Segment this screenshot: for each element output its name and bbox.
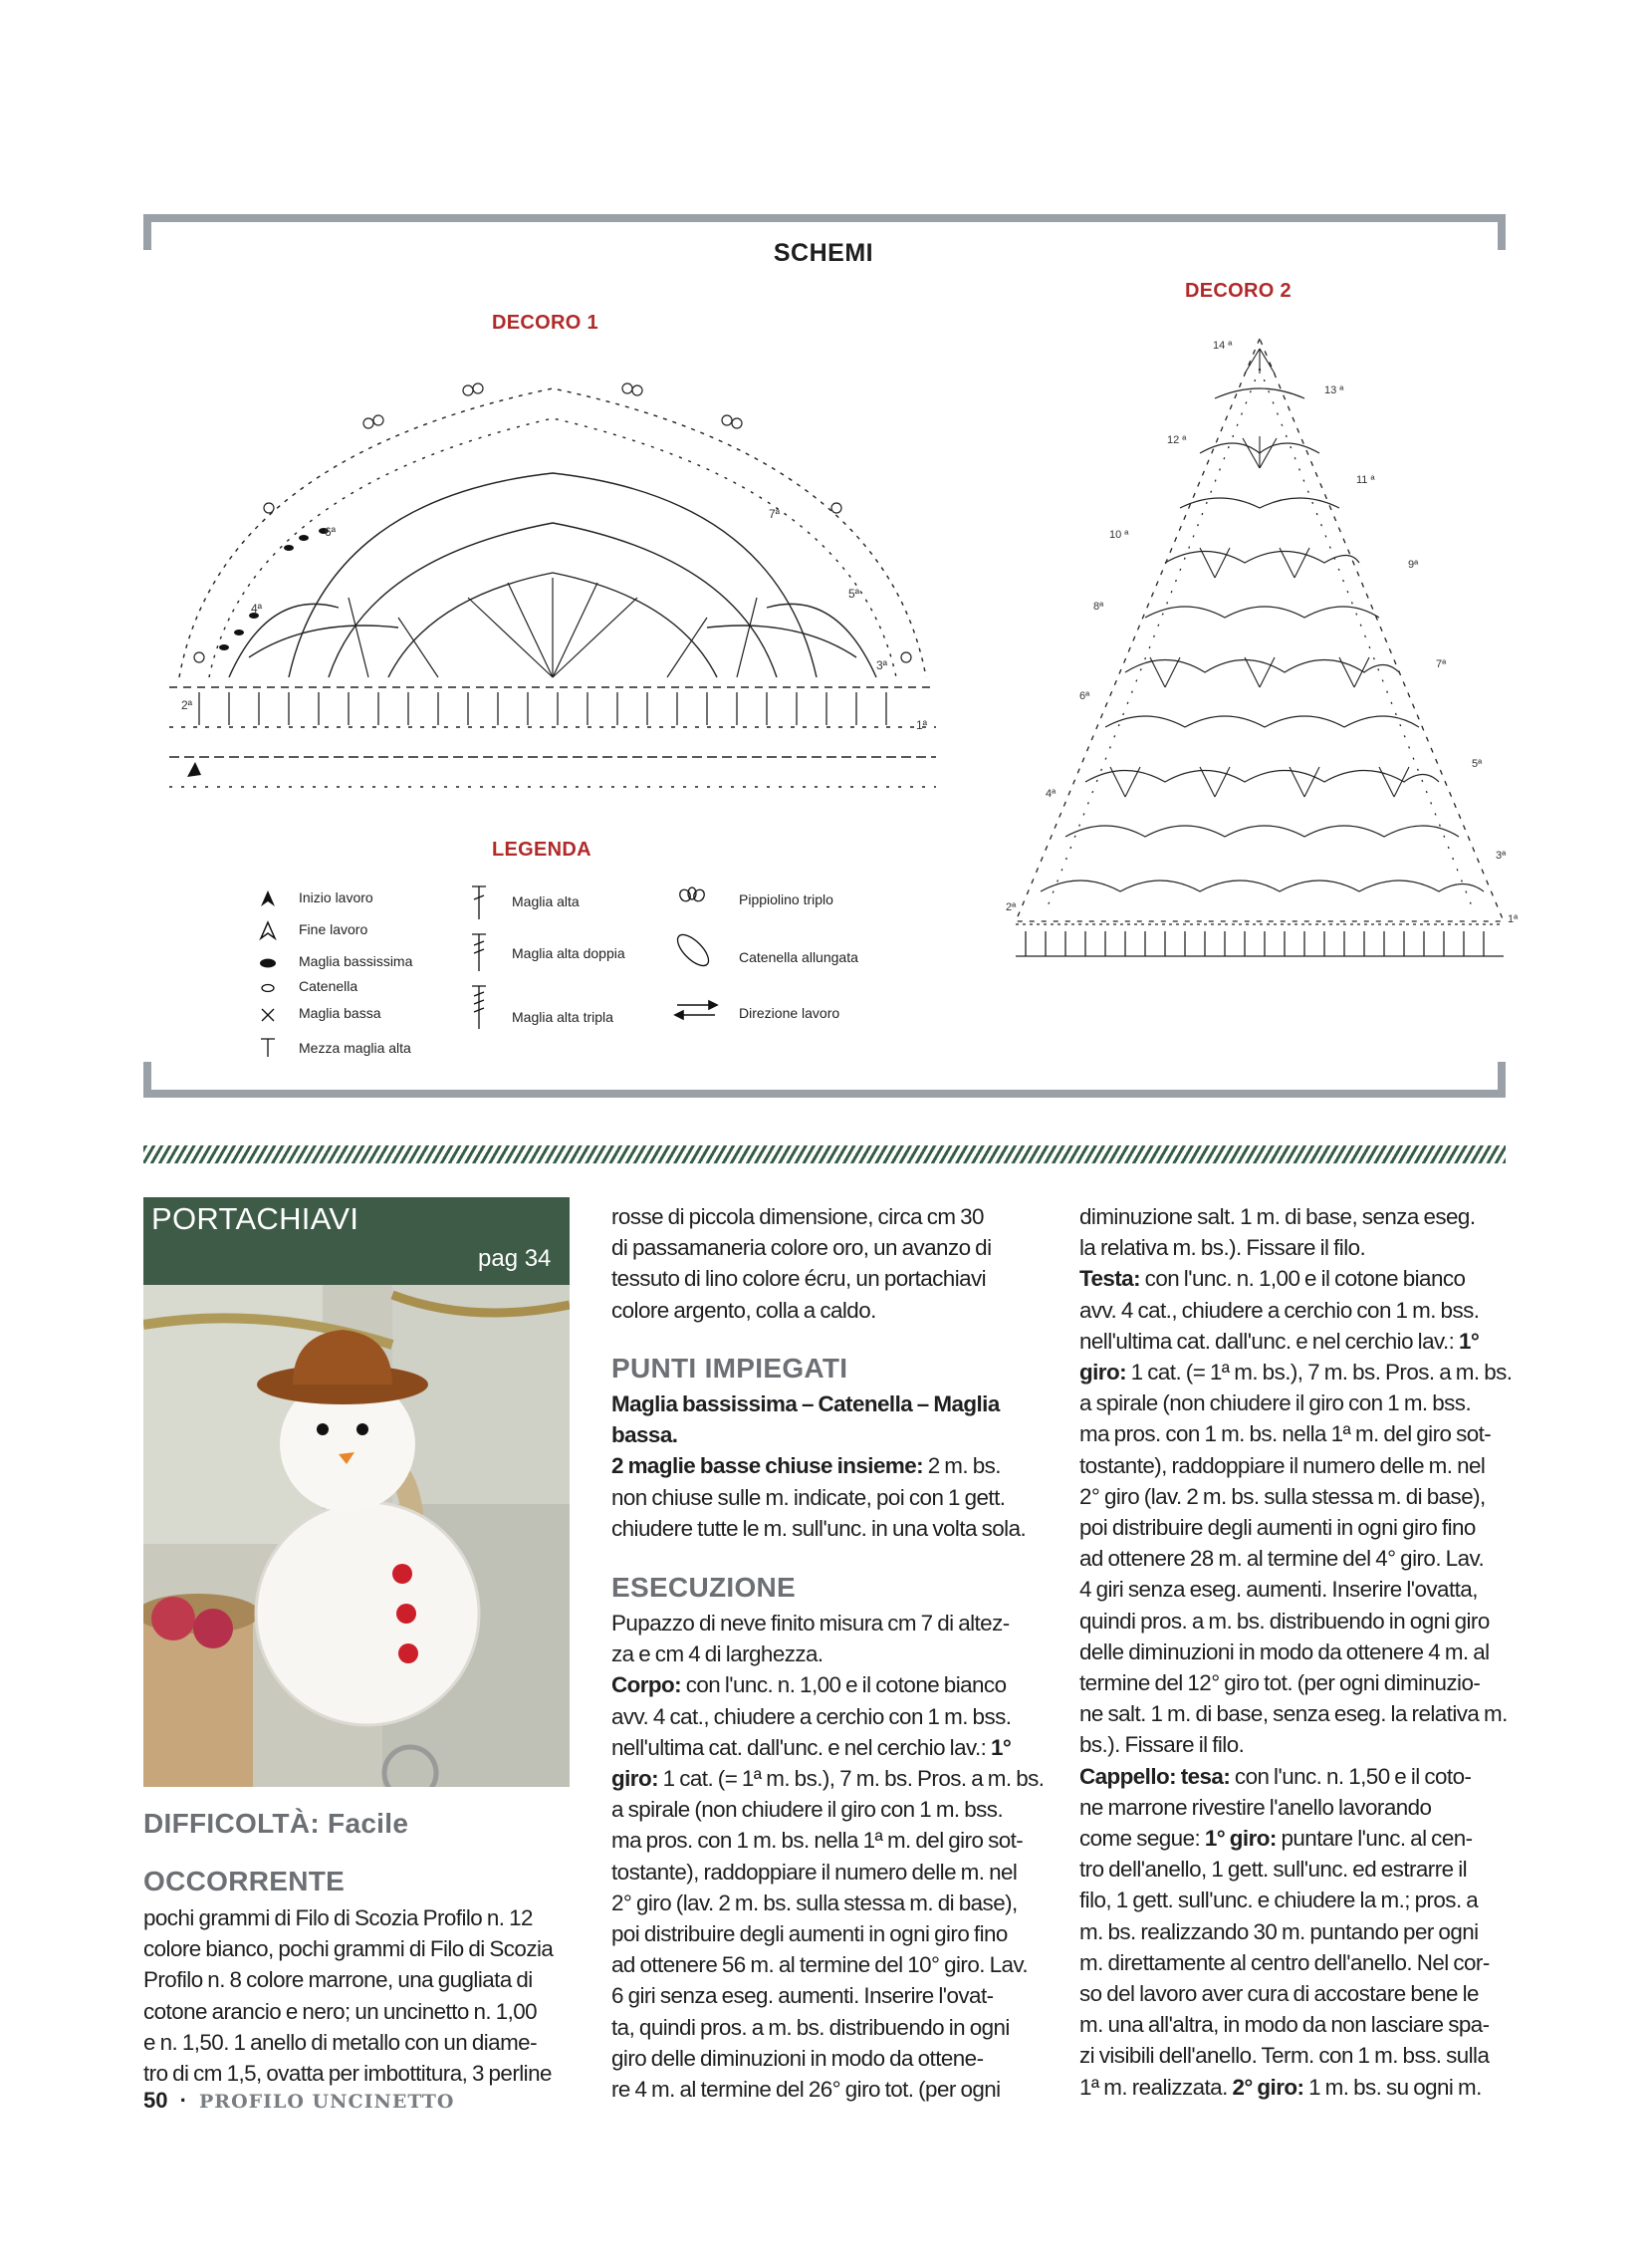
text-run: 1 m. bs. su ogni m. [1303, 2074, 1482, 2100]
bold-text: 2° giro: [1232, 2074, 1304, 2100]
punti-heading: PUNTI IMPIEGATI [611, 1353, 848, 1384]
decoro1-row-label: 7ª [769, 507, 781, 521]
text-line: e n. 1,50. 1 anello di metallo con un diame- [143, 2029, 537, 2055]
decoro2-row-label: 7ª [1436, 658, 1447, 670]
text-line: ad ottenere 56 m. al termine del 10° giro. Lav. [611, 1952, 1029, 1978]
bold-text: Corpo: [611, 1672, 682, 1698]
legend-double-treble: Maglia alta tripla [512, 1009, 613, 1025]
legend-double-crochet: Maglia alta [512, 893, 580, 909]
chain-icon [257, 976, 279, 998]
text-line: filo, 1 gett. sull'unc. e chiudere la m.; pros. a [1079, 1888, 1479, 1913]
legenda-label: LEGENDA [492, 839, 591, 861]
text-line: Profilo n. 8 colore marrone, una gugliata di [143, 1967, 533, 1993]
text-line: termine del 12° giro tot. (per ogni diminuzio- [1079, 1670, 1481, 1696]
text-line: avv. 4 cat., chiudere a cerchio con 1 m. bss. [1079, 1297, 1480, 1323]
decoro1-diagram [139, 359, 966, 827]
decoro2-row-label: 9ª [1408, 559, 1419, 571]
text-line: di passamaneria colore oro, un avanzo di [611, 1235, 992, 1261]
footer-separator: · [179, 2088, 187, 2113]
text-line: 6 giri senza eseg. aumenti. Inserire l'ovat- [611, 1983, 994, 2009]
double-crochet-icon [468, 883, 490, 919]
text-line: m. direttamente al centro dell'anello. Nel cor- [1079, 1949, 1490, 1975]
text-line: re 4 m. al termine del 26° giro tot. (per ogni [611, 2077, 1001, 2103]
end-arrow-icon [257, 919, 279, 941]
legend-half-double: Mezza maglia alta [299, 1040, 411, 1056]
text-run: con l'unc. n. 1,00 e il cotone bianco [1140, 1266, 1466, 1292]
schemi-frame-corner [143, 1062, 151, 1098]
legend-start: Inizio lavoro [299, 889, 373, 905]
text-line: m. bs. realizzando 30 m. puntando per ogni [1079, 1918, 1479, 1944]
half-double-crochet-icon [257, 1035, 279, 1057]
bold-text: 1° [991, 1734, 1012, 1760]
text-line: giro delle diminuzioni in modo da ottene- [611, 2045, 984, 2071]
column-3-text [1079, 1201, 1518, 2103]
decoro2-row-label: 1ª [1508, 913, 1519, 925]
long-chain-icon [673, 926, 713, 974]
legend-end: Fine lavoro [299, 921, 368, 937]
esecuzione-text [611, 1608, 1050, 2105]
decoro2-row-label: 13 ª [1324, 384, 1344, 396]
legend-long-chain: Catenella allungata [739, 949, 858, 965]
text-line: za e cm 4 di larghezza. [611, 1641, 824, 1667]
text-line: colore bianco, pochi grammi di Filo di Scozia [143, 1936, 554, 1962]
text-line: poi distribuire degli aumenti in ogni giro fino [1079, 1515, 1476, 1541]
bold-text: 1° [1459, 1328, 1480, 1354]
schemi-frame-bottom [143, 1090, 1506, 1098]
slip-stitch-icon [257, 951, 279, 973]
text-line: tessuto di lino colore écru, un portachiavi [611, 1266, 987, 1292]
legend-slip-stitch: Maglia bassissima [299, 953, 413, 969]
text-line: colore argento, colla a caldo. [611, 1297, 876, 1323]
text-line: ne salt. 1 m. di base, senza eseg. la relativa m. [1079, 1701, 1508, 1727]
magazine-name: PROFILO UNCINETTO [199, 2091, 455, 2113]
schemi-frame-corner [1498, 1062, 1506, 1098]
text-run: 1 cat. (= 1ª m. bs.), 7 m. bs. Pros. a m. bs. [658, 1766, 1045, 1792]
legend-single-crochet: Maglia bassa [299, 1005, 381, 1021]
text-line: tro dell'anello, 1 gett. sull'unc. ed estrarre il [1079, 1857, 1468, 1883]
decoro2-row-label: 3ª [1496, 850, 1507, 862]
text-line: 2° giro (lav. 2 m. bs. sulla stessa m. di base), [1079, 1483, 1486, 1509]
text-line: pochi grammi di Filo di Scozia Profilo n. 12 [143, 1905, 533, 1930]
decoro2-row-label: 12 ª [1167, 434, 1187, 446]
decoro2-row-label: 10 ª [1109, 529, 1129, 541]
text-line: so del lavoro aver cura di accostare bene le [1079, 1981, 1479, 2007]
text-line: poi distribuire degli aumenti in ogni giro fino [611, 1921, 1008, 1947]
text-run: 2 m. bs. [923, 1453, 1001, 1479]
punti-text [611, 1388, 1050, 1544]
text-run: nell'ultima cat. dall'unc. e nel cerchio lav.: [1079, 1328, 1455, 1354]
text-line: m. una all'altra, in modo da non lasciare spa- [1079, 2012, 1490, 2038]
legend-chain: Catenella [299, 978, 358, 994]
decoro2-row-label: 2ª [1006, 901, 1017, 913]
single-crochet-icon [257, 1003, 279, 1025]
text-run: puntare l'unc. al cen- [1276, 1826, 1473, 1852]
double-treble-icon [468, 983, 490, 1029]
decoro1-row-label: 5ª [848, 587, 860, 601]
text-line: ne marrone rivestire l'anello lavorando [1079, 1794, 1432, 1820]
text-line: ma pros. con 1 m. bs. nella 1ª m. del giro sot- [1079, 1421, 1492, 1447]
column-2-intro [611, 1201, 1050, 1326]
legend-direction: Direzione lavoro [739, 1005, 840, 1021]
article-title: PORTACHIAVI [151, 1201, 359, 1236]
work-direction-icon [673, 999, 719, 1021]
text-line: non chiuse sulle m. indicate, poi con 1 gett. [611, 1484, 1006, 1510]
hatch-divider [143, 1145, 1506, 1163]
text-line: bs.). Fissare il filo. [1079, 1732, 1245, 1758]
start-arrow-icon [257, 887, 279, 909]
text-line: ma pros. con 1 m. bs. nella 1ª m. del giro sot- [611, 1828, 1024, 1854]
text-run: 1 cat. (= 1ª m. bs.), 7 m. bs. Pros. a m. bs. [1126, 1360, 1513, 1386]
text-line: a spirale (non chiudere il giro con 1 m. bss. [1079, 1390, 1472, 1416]
decoro2-label: DECORO 2 [1185, 280, 1292, 302]
bold-text: giro: [611, 1766, 658, 1792]
treble-crochet-icon [468, 931, 490, 971]
bold-text: 1° giro: [1204, 1826, 1277, 1852]
decoro1-row-label: 3ª [876, 658, 888, 672]
decoro2-row-label: 11 ª [1356, 474, 1375, 486]
text-line: avv. 4 cat., chiudere a cerchio con 1 m. bss. [611, 1703, 1012, 1729]
text-run: 1ª m. realizzata. [1079, 2074, 1233, 2100]
esecuzione-heading: ESECUZIONE [611, 1572, 797, 1603]
text-line: rosse di piccola dimensione, circa cm 30 [611, 1204, 984, 1229]
text-line: diminuzione salt. 1 m. di base, senza eseg. [1079, 1204, 1476, 1229]
text-run: con l'unc. n. 1,50 e il coto- [1230, 1763, 1472, 1789]
decoro1-row-label: 1ª [916, 718, 928, 732]
bold-text: Testa: [1079, 1266, 1140, 1292]
page-number-value: 50 [143, 2088, 168, 2113]
schemi-frame-top [143, 214, 1506, 222]
occorrente-heading: OCCORRENTE [143, 1866, 346, 1896]
text-line: tostante), raddoppiare il numero delle m. nel [611, 1859, 1018, 1885]
decoro2-row-label: 6ª [1079, 690, 1090, 702]
decoro2-row-label: 4ª [1046, 788, 1057, 800]
triple-picot-icon [677, 885, 707, 907]
bold-text: giro: [1079, 1360, 1126, 1386]
text-line: tro di cm 1,5, ovatta per imbottitura, 3 perline [143, 2061, 552, 2087]
text-line: ad ottenere 28 m. al termine del 4° giro. Lav. [1079, 1546, 1485, 1572]
text-line: delle diminuzioni in modo da ottenere 4 m. al [1079, 1638, 1490, 1664]
text-line: tostante), raddoppiare il numero delle m. nel [1079, 1452, 1486, 1478]
legend-treble: Maglia alta doppia [512, 945, 625, 961]
decoro1-row-label: 2ª [181, 698, 193, 712]
bold-text: bassa. [611, 1422, 678, 1448]
text-line: la relativa m. bs.). Fissare il filo. [1079, 1235, 1366, 1261]
text-run: con l'unc. n. 1,00 e il cotone bianco [681, 1672, 1007, 1698]
bold-text: Maglia bassissima – Catenella – Maglia [611, 1391, 1000, 1416]
text-line: 4 giri senza eseg. aumenti. Inserire l'ovatta, [1079, 1577, 1478, 1603]
bold-text: Cappello: tesa: [1079, 1763, 1231, 1789]
decoro2-row-label: 5ª [1472, 758, 1483, 770]
text-run: come segue: [1079, 1826, 1205, 1852]
page-number [143, 2088, 187, 2114]
decoro1-label: DECORO 1 [492, 312, 598, 334]
decoro2-row-label: 8ª [1093, 601, 1104, 613]
text-line: chiudere tutte le m. sull'unc. in una volta sola. [611, 1515, 1027, 1541]
text-run: nell'ultima cat. dall'unc. e nel cerchio lav.: [611, 1734, 987, 1760]
decoro1-row-label: 4ª [251, 602, 263, 616]
schemi-title: SCHEMI [773, 239, 874, 267]
text-line: ta, quindi pros. a m. bs. distribuendo in ogni [611, 2014, 1010, 2040]
text-line: quindi pros. a m. bs. distribuendo in ogni giro [1079, 1608, 1490, 1634]
text-line: 2° giro (lav. 2 m. bs. sulla stessa m. di base), [611, 1890, 1018, 1915]
legend-triple-picot: Pippiolino triplo [739, 891, 833, 907]
text-line: zi visibili dell'anello. Term. con 1 m. bss. sulla [1079, 2043, 1490, 2069]
decoro2-diagram [986, 329, 1524, 966]
page-reference: pag 34 [478, 1245, 552, 1272]
difficulty-heading: DIFFICOLTÀ: Facile [143, 1808, 409, 1839]
decoro1-row-label: 6ª [325, 525, 337, 539]
occorrente-text [143, 1902, 574, 2089]
text-line: cotone arancio e nero; un uncinetto n. 1,00 [143, 1998, 538, 2024]
text-line: a spirale (non chiudere il giro con 1 m. bss. [611, 1797, 1004, 1823]
snowman-photo [143, 1285, 570, 1787]
decoro2-row-label: 14 ª [1213, 340, 1233, 352]
bold-text: 2 maglie basse chiuse insieme: [611, 1453, 924, 1479]
text-line: Pupazzo di neve finito misura cm 7 di altez- [611, 1611, 1010, 1636]
